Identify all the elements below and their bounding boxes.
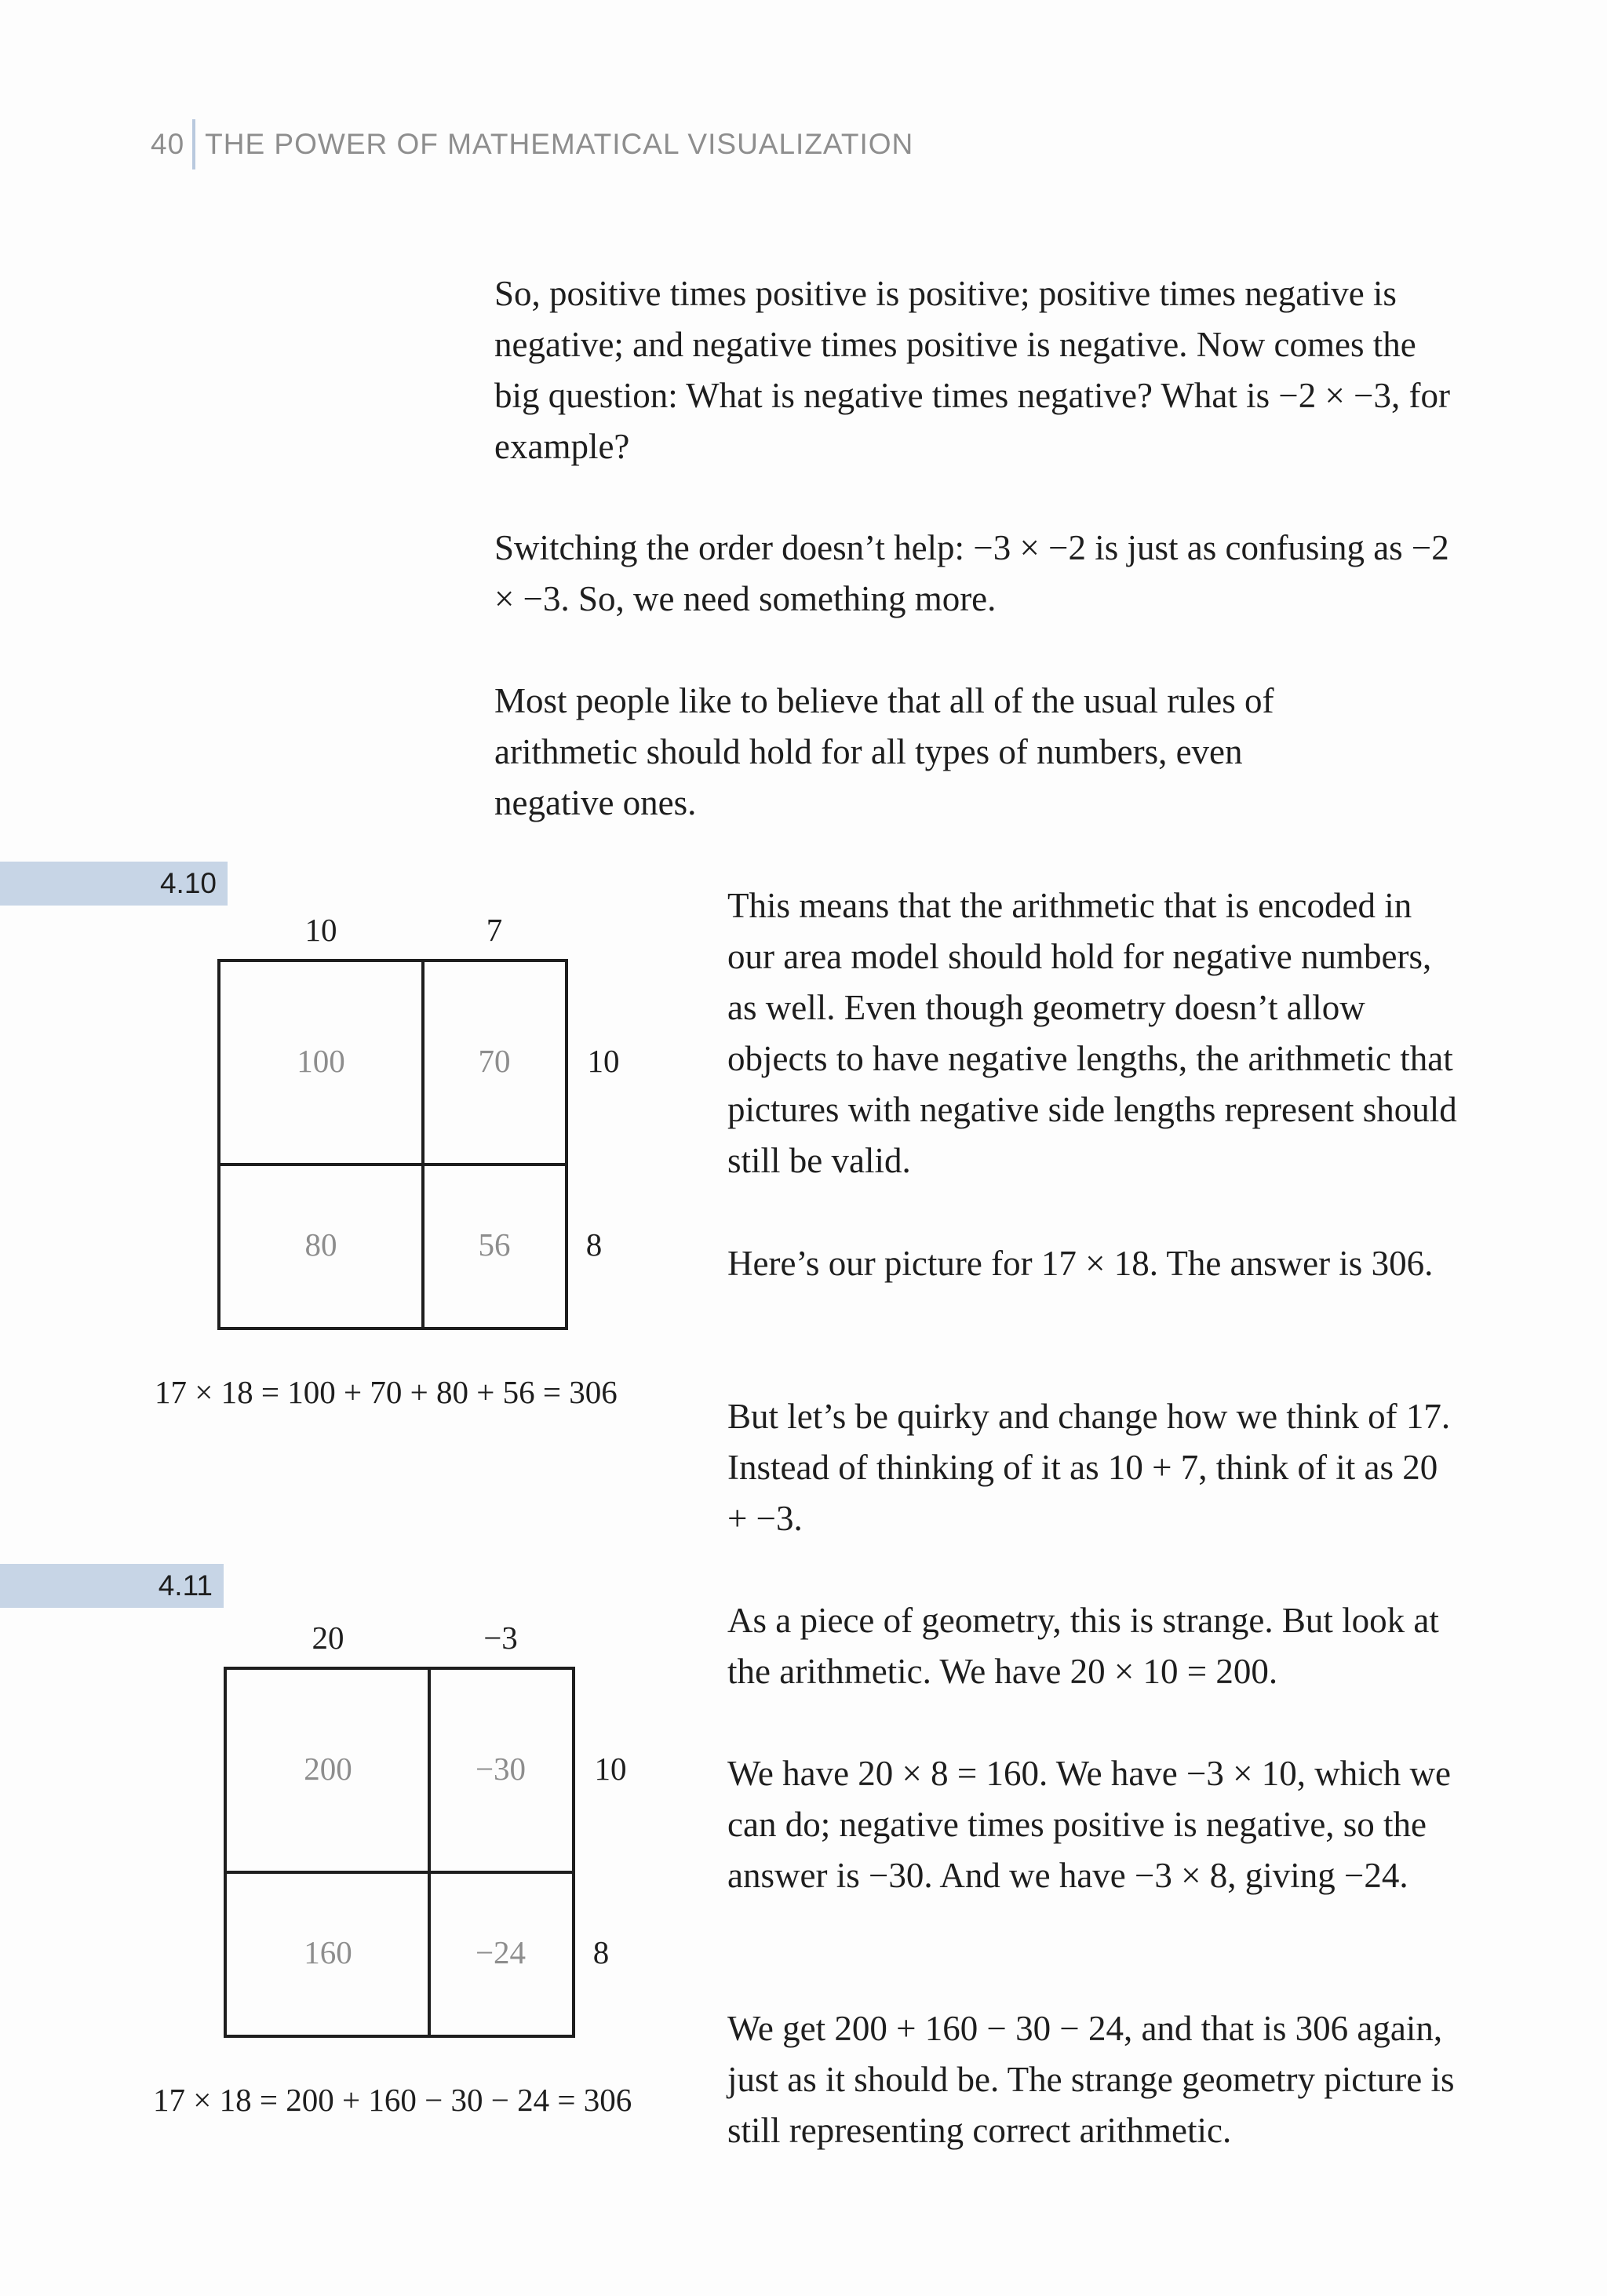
top-label: 20 [312,1620,344,1656]
header-divider [192,119,195,169]
figure-equation: 17 × 18 = 100 + 70 + 80 + 56 = 306 [155,1374,618,1410]
grid-divider [224,1871,575,1874]
cell-value: 100 [297,1043,345,1079]
cell-value: 56 [478,1226,511,1263]
figure-equation: 17 × 18 = 200 + 160 − 30 − 24 = 306 [153,2082,632,2118]
paragraph-5: Here’s our picture for 17 × 18. The answer is 306. [727,1244,1434,1283]
side-label: 10 [587,1043,620,1079]
side-label: 8 [585,1226,603,1263]
top-label: 7 [486,912,503,948]
cell-value: −24 [475,1934,527,1970]
paragraph-9: We get 200 + 160 − 30 − 24, and that is 306 again, just as it should be. The strange geometry picture is still representing correct arithmetic. [727,2009,1455,2150]
cell-value: 70 [478,1043,511,1079]
cell-value: 200 [304,1751,352,1787]
grid-divider [421,959,425,1330]
side-label: 10 [594,1751,627,1787]
running-title: THE POWER OF MATHEMATICAL VISUALIZATION [205,128,914,160]
figure-number-tab: 4.11 [0,1564,224,1608]
paragraph-2: Switching the order doesn’t help: −3 × −2 is just as confusing as −2 × −3. So, we need something more. [494,528,1449,618]
paragraph-4: This means that the arithmetic that is encoded in our area model should hold for negative numbers, as well. Even though geometry doesn’t allow objects to have negative lengths, the arithmetic that pictures with negative side lengths represent should still be valid. [727,886,1457,1180]
top-label: 10 [304,912,337,948]
cell-value: −30 [475,1751,527,1787]
paragraph-8: We have 20 × 8 = 160. We have −3 × 10, which we can do; negative times positive is negative, so the answer is −30. And we have −3 × 8, giving −24. [727,1754,1451,1895]
area-grid [217,959,568,1330]
figure-number-tab: 4.10 [0,862,228,906]
paragraph-1: So, positive times positive is positive; positive times negative is negative; and negative times positive is negative. Now comes the big question: What is negative times negative? What is −2 × −3, for example? [494,274,1450,466]
paragraph-7: As a piece of geometry, this is strange. But look at the arithmetic. We have 20 × 10 = 200. [727,1601,1439,1691]
grid-divider [217,1163,568,1166]
side-label: 8 [592,1934,610,1970]
page-number: 40 [151,128,185,160]
grid-divider [428,1667,431,2038]
cell-value: 80 [304,1226,337,1263]
paragraph-6: But let’s be quirky and change how we think of 17. Instead of thinking of it as 10 + 7, think of it as 20 + −3. [727,1397,1451,1538]
top-label: −3 [483,1620,518,1656]
area-grid [224,1667,575,2038]
running-head [151,124,913,165]
paragraph-3: Most people like to believe that all of the usual rules of arithmetic should hold for all types of numbers, even negative ones. [494,681,1274,822]
cell-value: 160 [304,1934,352,1970]
